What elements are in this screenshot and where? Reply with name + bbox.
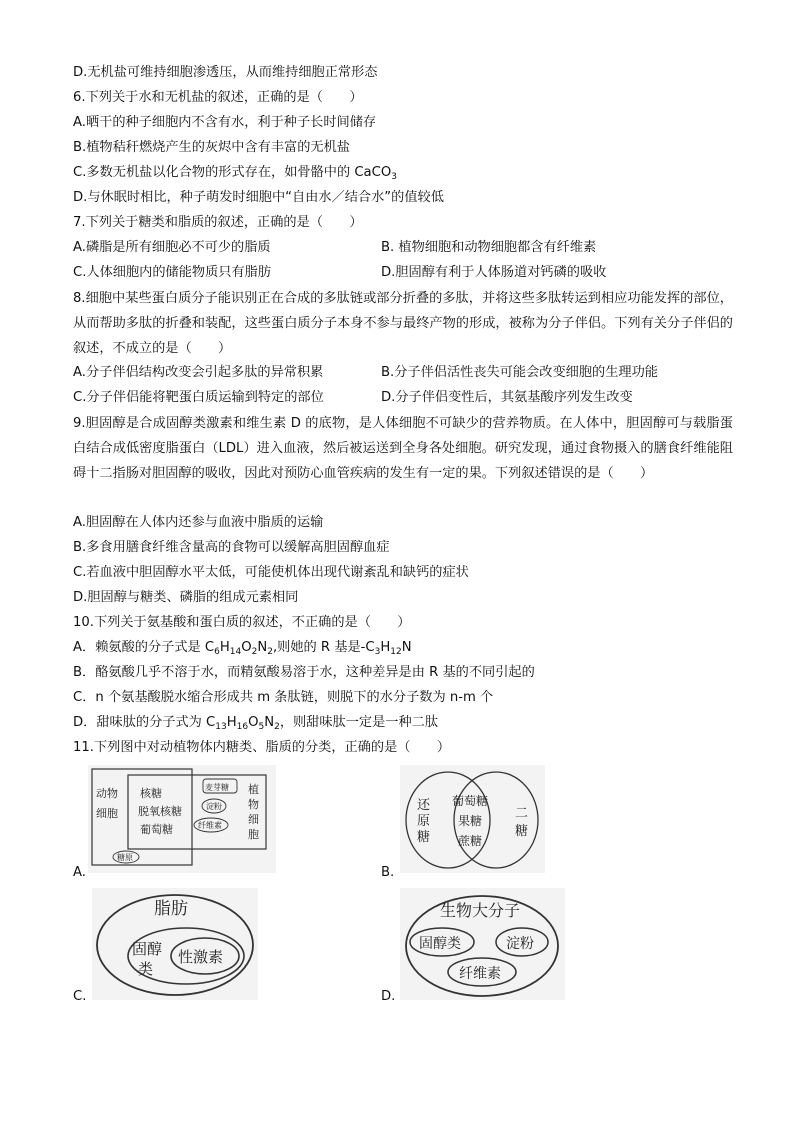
q7-option-b: B. 植物细胞和动物细胞都含有纤维素 [381, 240, 597, 255]
fig-a-center-3: 葡萄糖 [140, 823, 173, 836]
fig-a-plant-3: 细 [248, 813, 259, 826]
fig-b-right-1: 二 [515, 806, 529, 821]
fig-b-center-1: 葡萄糖 [452, 794, 489, 808]
figure-a-label: A. [73, 865, 86, 880]
q10-option-d: D．甜味肽的分子式为 $C_{13}H_{16}O_5N_2$，则甜味肽一定是一种二肽 [73, 715, 439, 732]
q8-option-c: C.分子伴侣能将靶蛋白质运输到特定的部位 [73, 390, 324, 405]
q6c-text: C.多数无机盐以化合物的形式存在，如骨骼中的 CaCO [73, 165, 392, 180]
q10-option-c: C．n 个氨基酸脱水缩合形成共 m 条肽链，则脱下的水分子数为 n-m 个 [73, 690, 494, 705]
figure-b-label: B. [381, 865, 395, 880]
fig-a-center-1: 核糖 [140, 787, 162, 800]
question-8: 8.细胞中某些蛋白质分子能识别正在合成的多肽链或部分折叠的多肽，并将这些多肽转运到相应功能发挥的部位，从而帮助多肽的折叠和装配，这些蛋白质分子本身不参与最终产物的形成，被称为分子伴侣。下列有关分子伴侣的叙述，不成立的是（ ） [73, 291, 733, 356]
q9-option-c: C.若血液中胆固醇水平太低，可能使机体出现代谢紊乱和缺钙的症状 [73, 565, 469, 580]
q7-option-d: D.胆固醇有利于人体肠道对钙磷的吸收 [381, 265, 607, 280]
question-7: 7.下列关于糖类和脂质的叙述，正确的是（ ） [73, 215, 363, 230]
q9-option-a: A.胆固醇在人体内还参与血液中脂质的运输 [73, 515, 324, 530]
fig-d-outer: 生物大分子 [440, 901, 521, 920]
fig-b-center-3: 蔗糖 [458, 834, 483, 848]
figure-d-label: D. [381, 989, 396, 1004]
q5-option-d: D.无机盐可维持细胞渗透压，从而维持细胞正常形态 [73, 65, 378, 80]
q7-option-a: A.磷脂是所有细胞必不可少的脂质 [73, 240, 271, 255]
q6-option-c [73, 164, 397, 182]
question-9: 9.胆固醇是合成固醇类激素和维生素 D 的底物，是人体细胞不可缺少的营养物质。在人体中，胆固醇可与载脂蛋白结合成低密度脂蛋白（LDL）进入血液，然后被运送到全身各处细胞。研究发现，通过食物摄入的膳食纤维能阻碍十二指肠对胆固醇的吸收，因此对预防心血管疾病的发生有一定的果。下列叙述错误的是（ ） [73, 416, 733, 481]
question-11: 11.下列图中对动植物体内糖类、脂质的分类，正确的是（ ） [73, 740, 451, 755]
fig-b-left-1: 还 [417, 798, 431, 813]
q6c-subscript: 3 [391, 172, 397, 182]
q8-option-b: B.分子伴侣活性丧失可能会改变细胞的生理功能 [381, 365, 658, 380]
q8-option-d: D.分子伴侣变性后，其氨基酸序列发生改变 [381, 390, 633, 405]
fig-b-left-3: 糖 [417, 830, 431, 845]
fig-a-animal-2: 细胞 [96, 807, 118, 820]
q6-option-d: D.与休眠时相比，种子萌发时细胞中“自由水／结合水”的值较低 [73, 190, 444, 205]
q9-option-d: D.胆固醇与糖类、磷脂的组成元素相同 [73, 590, 299, 605]
fig-c-middle-1: 固醇 [132, 940, 163, 958]
q10-option-b: B．酪氨酸几乎不溶于水，而精氨酸易溶于水，这种差异是由 R 基的不同引起的 [73, 665, 535, 680]
q10-option-a: A．赖氨酸的分子式是 $C_6H_{14}O_2N_2$,则她的 R 基是$-C_3H_{12}N$ [73, 640, 412, 657]
question-6: 6.下列关于水和无机盐的叙述，正确的是（ ） [73, 90, 363, 105]
figure-c-label: C. [73, 989, 87, 1004]
q6-option-b: B.植物秸秆燃烧产生的灰烬中含有丰富的无机盐 [73, 140, 350, 155]
fig-d-item-3: 纤维素 [459, 966, 501, 982]
q6-option-a: A.晒干的种子细胞内不含有水，利于种子长时间储存 [73, 115, 377, 130]
fig-a-center-2: 脱氧核糖 [138, 805, 182, 818]
fig-d-item-2: 淀粉 [506, 936, 534, 952]
fig-a-plant-2: 物 [248, 798, 259, 811]
fig-a-small-3: 纤维素 [198, 821, 222, 830]
fig-b-left-2: 原 [417, 814, 431, 829]
fig-a-animal-1: 动物 [96, 787, 118, 800]
fig-b-center-2: 果糖 [458, 814, 483, 828]
fig-b-right-2: 糖 [515, 824, 529, 839]
q7-option-c: C.人体细胞内的储能物质只有脂肪 [73, 265, 272, 280]
figure-b [400, 765, 545, 873]
q8-option-a: A.分子伴侣结构改变会引起多肽的异常积累 [73, 365, 324, 380]
fig-c-middle-2: 类 [138, 960, 154, 978]
fig-a-small-2: 淀粉 [206, 802, 222, 811]
fig-c-inner: 性激素 [178, 948, 224, 966]
fig-c-outer: 脂肪 [154, 899, 188, 919]
figure-d [400, 888, 565, 1000]
fig-a-small-1: 麦芽糖 [205, 783, 229, 792]
question-10: 10.下列关于氨基酸和蛋白质的叙述，不正确的是（ ） [73, 615, 411, 630]
figure-c [92, 888, 258, 1000]
figure-a [88, 765, 276, 873]
fig-a-plant-1: 植 [248, 783, 259, 796]
q9-option-b: B.多食用膳食纤维含量高的食物可以缓解高胆固醇血症 [73, 540, 390, 555]
fig-d-item-1: 固醇类 [419, 936, 461, 952]
fig-a-plant-4: 胞 [248, 828, 259, 841]
fig-a-bottom: 糖原 [117, 853, 133, 862]
